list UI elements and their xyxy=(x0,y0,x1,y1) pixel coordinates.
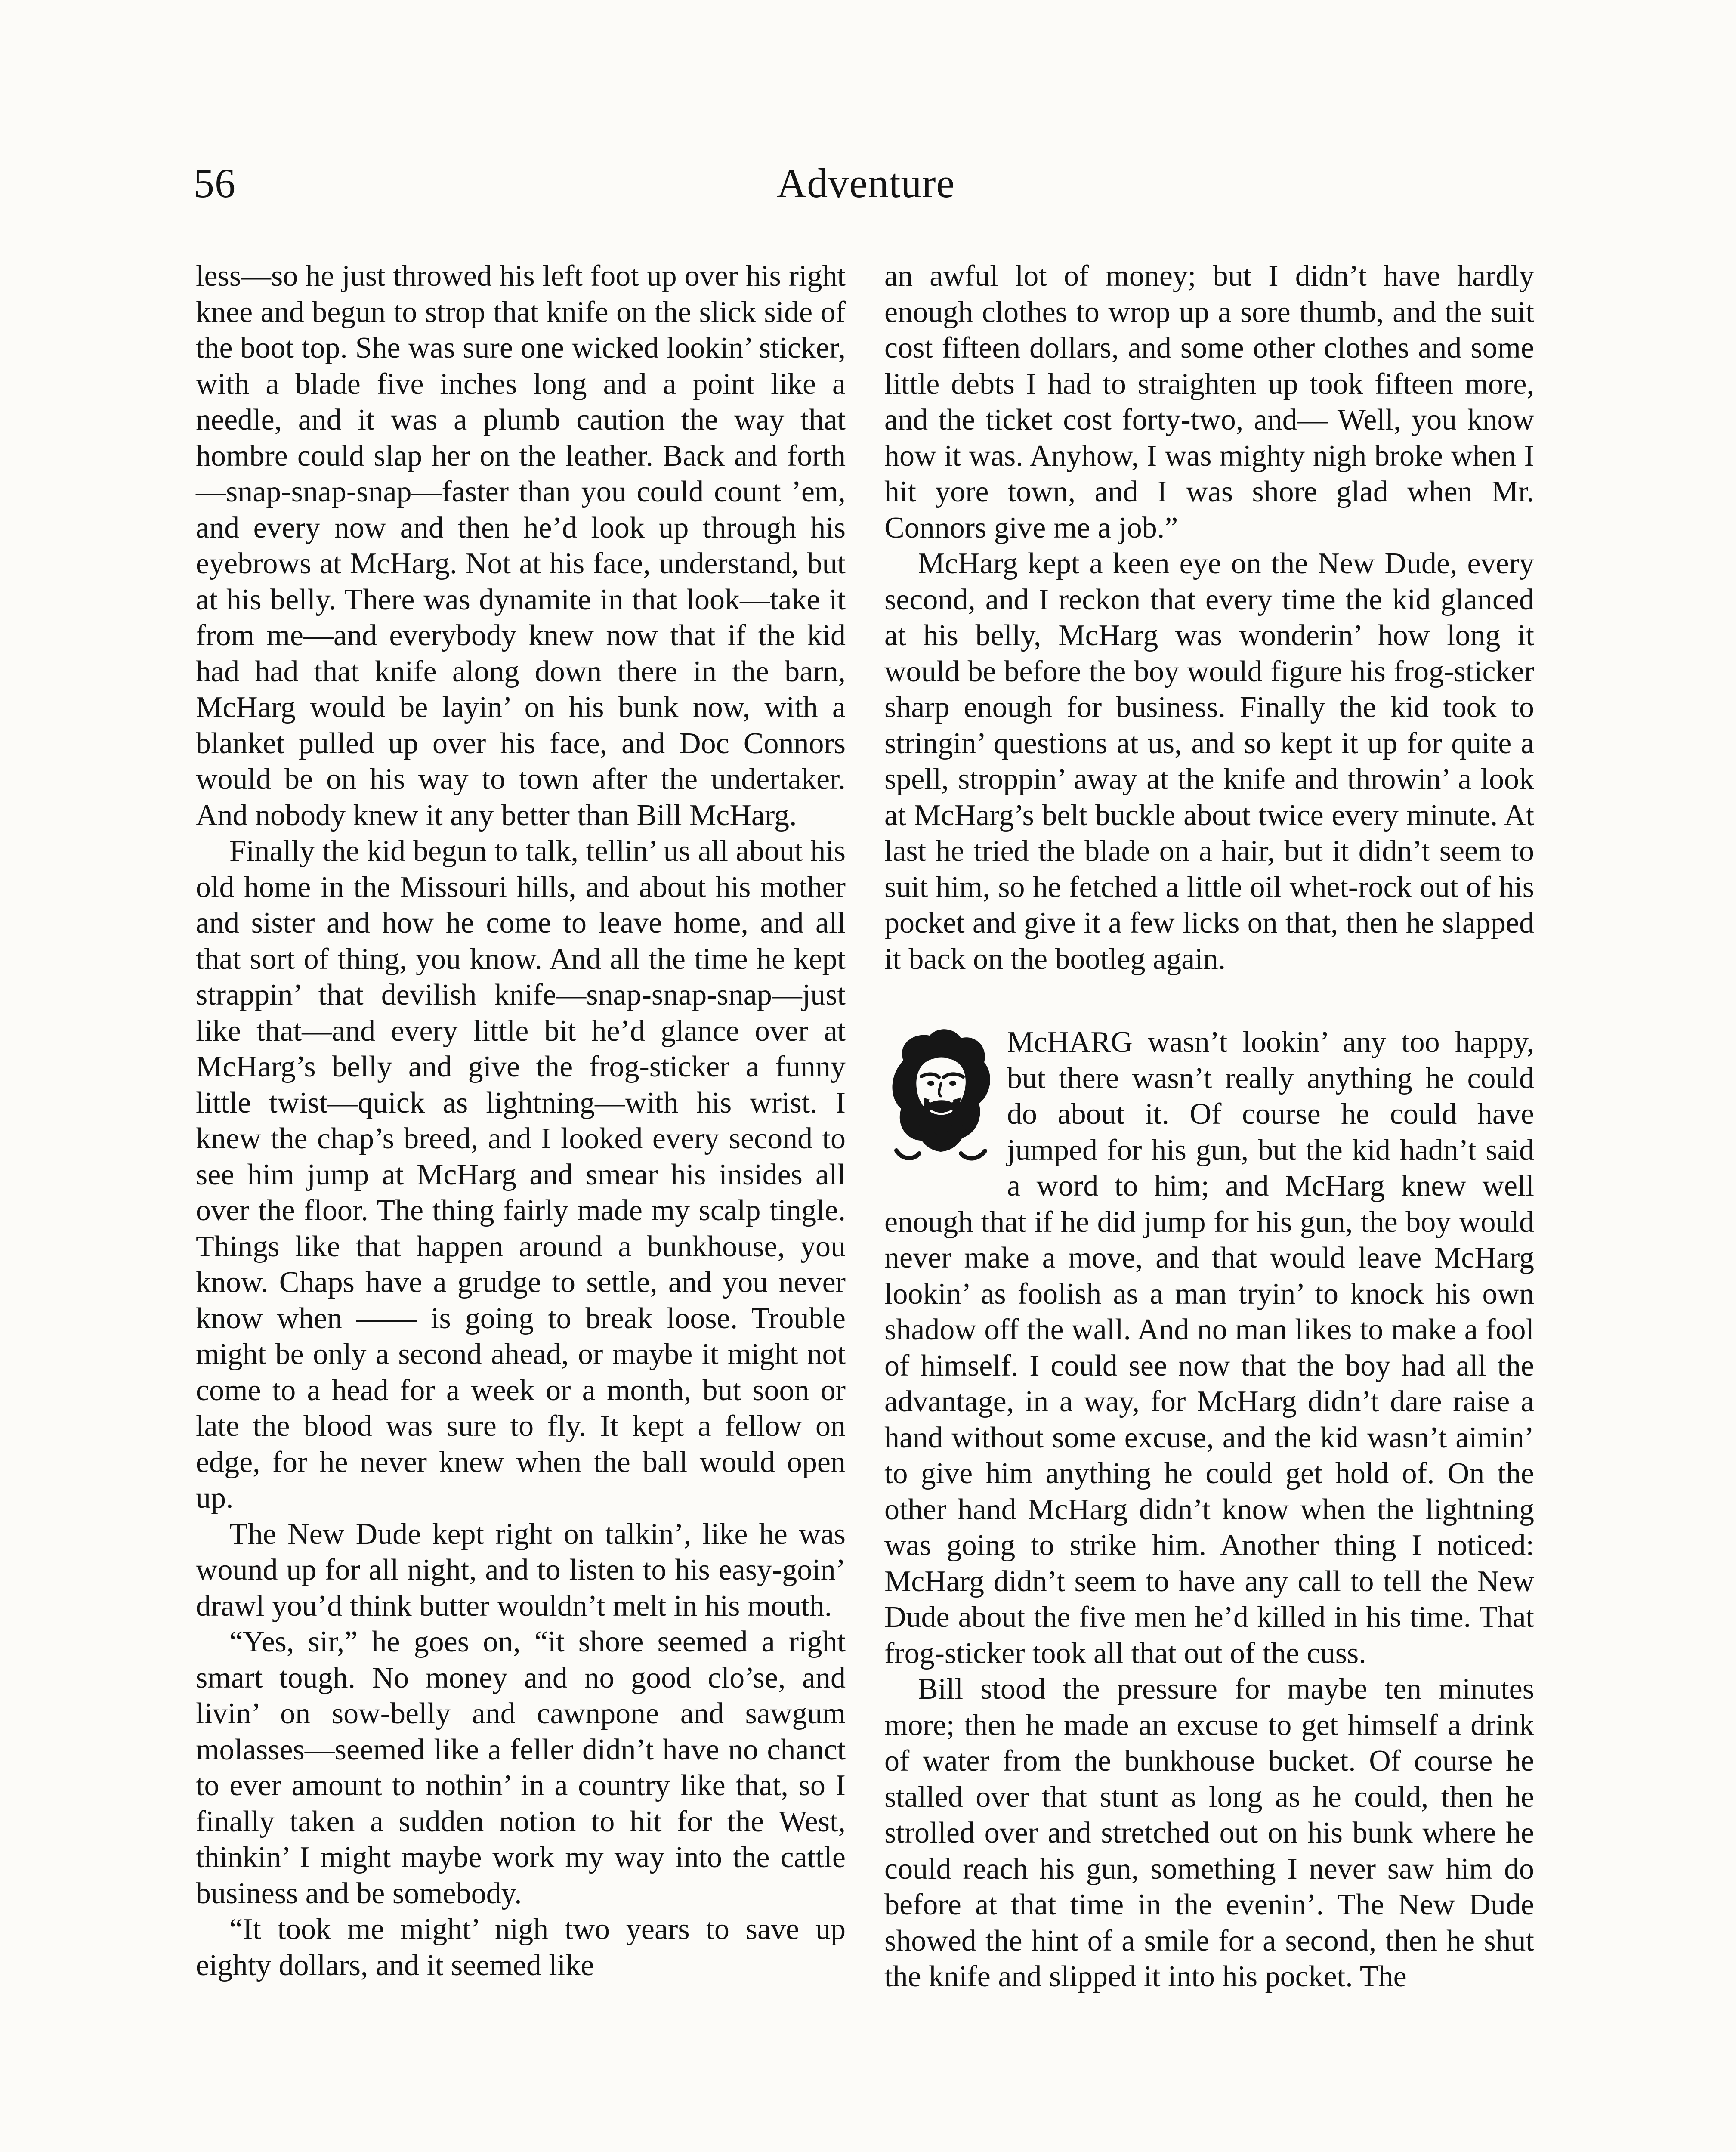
story-paragraph-with-illustration: McHARG wasn’t lookin’ any too happy, but there wasn’t really anything he could do about it. Of course he could have jumped for his gun, but the kid hadn’t said a word to him; and McHarg knew well enough that if he did jump for his gun, the boy would never make a move, and that would leave McHarg lookin’ as foolish as a man tryin’ to knock his own shadow off the wall. And no man likes to make a fool of himself. I could see now that the boy had all the advantage, in a way, for McHarg didn’t dare raise a hand without some excuse, and the kid wasn’t aimin’ to give him anything he could get hold of. On the other hand McHarg didn’t know when the lightning was going to strike him. Another thing I noticed: McHarg didn’t seem to have any call to tell the New Dude about the five men he’d killed in his time. That frog-sticker took all that out of the cuss. xyxy=(884,1026,1534,1670)
left-column xyxy=(196,258,846,1983)
bearded-face-icon xyxy=(884,1024,998,1175)
illustrated-initial-block xyxy=(884,1024,1534,1671)
story-paragraph: The New Dude kept right on talkin’, like he was wound up for all night, and to listen to his easy-goin’ drawl you’d think butter wouldn’t melt in his mouth. xyxy=(196,1517,846,1623)
page-number: 56 xyxy=(194,160,236,206)
story-paragraph: “It took me might’ nigh two years to save up eighty dollars, and it seemed like xyxy=(196,1913,846,1982)
story-paragraph: McHarg kept a keen eye on the New Dude, every second, and I reckon that every time the kid glanced at his belly, McHarg was wonderin’ how long it would be before the boy would figure his frog-sticker sharp enough for business. Finally the kid took to stringin’ questions at us, and so kept it up for quite a spell, stroppin’ away at the knife and throwin’ a look at McHarg’s belt buckle about twice every minute. At last he tried the blade on a hair, but it didn’t seem to suit him, so he fetched a little oil whet-rock out of his pocket and give it a few licks on that, then he slapped it back on the bootleg again. xyxy=(884,547,1534,976)
right-column xyxy=(884,258,1534,1995)
story-paragraph: less—so he just throwed his left foot up over his right knee and begun to strop that knife on the slick side of the boot top. She was sure one wicked lookin’ sticker, with a blade five inches long and a point like a needle, and it was a plumb caution the way that hombre could slap her on the leather. Back and forth—snap-snap-snap—faster than you could count ’em, and every now and then he’d look up through his eyebrows at McHarg. Not at his face, understand, but at his belly. There was dynamite in that look—take it from me—and everybody knew now that if the kid had had that knife along down there in the barn, McHarg would be layin’ on his bunk now, with a blanket pulled up over his face, and Doc Connors would be on his way to town after the undertaker. And nobody knew it any better than Bill McHarg. xyxy=(196,260,846,832)
story-paragraph: Finally the kid begun to talk, tellin’ us all about his old home in the Missouri hills, and about his mother and sister and how he come to leave home, and all that sort of thing, you know. And all the time he kept strappin’ that devilish knife—snap-snap-snap—just like that—and every little bit he’d glance over at McHarg’s belly and give the frog-sticker a funny little twist—quick as lightning—with his wrist. I knew the chap’s breed, and I looked every second to see him jump at McHarg and smear his insides all over the floor. The thing fairly made my scalp tingle. Things like that happen around a bunkhouse, you know. Chaps have a grudge to settle, and you never know when —— is going to break loose. Trouble might be only a second ahead, or maybe it might not come to a head for a week or a month, but soon or late the blood was sure to fly. It kept a fellow on edge, for he never knew when the ball would open up. xyxy=(196,835,846,1515)
magazine-title: Adventure xyxy=(776,160,955,206)
page-header xyxy=(194,160,1538,219)
story-paragraph: an awful lot of money; but I didn’t have hardly enough clothes to wrop up a sore thumb, and the suit cost fifteen dollars, and some other clothes and some little debts I had to straighten up took fifteen more, and the ticket cost forty-two, and— Well, you know how it was. Anyhow, I was mighty nigh broke when I hit yore town, and I was shore glad when Mr. Connors give me a job.” xyxy=(884,260,1534,544)
section-gap xyxy=(884,977,1534,1024)
story-paragraph: “Yes, sir,” he goes on, “it shore seemed a right smart tough. No money and no good clo’se, and livin’ on sow-belly and cawnpone and sawgum molasses—seemed like a feller didn’t have no chanct to ever amount to nothin’ in a country like that, so I finally taken a sudden notion to hit for the West, thinkin’ I might maybe work my way into the cattle business and be somebody. xyxy=(196,1625,846,1910)
story-paragraph: Bill stood the pressure for maybe ten minutes more; then he made an excuse to get himself a drink of water from the bunkhouse bucket. Of course he stalled over that stunt as long as he could, then he strolled over and stretched out on his bunk where he could reach his gun, something I never saw him do before at that time in the evenin’. The New Dude showed the hint of a smile for a second, then he shut the knife and slipped it into his pocket. The xyxy=(884,1673,1534,1993)
